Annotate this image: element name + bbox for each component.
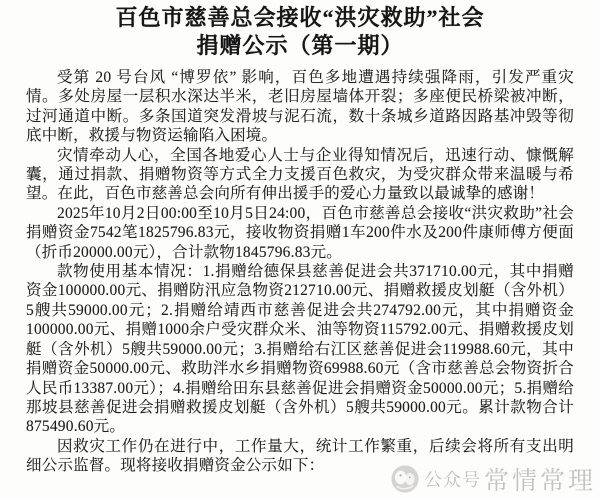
paragraph-donation-summary: 2025年10月2日00:00至10月5日24:00，百色市慈善总会接收“洪灾救助”社会捐赠资金7542笔1825796.83元，接收物资捐赠1车200件水及200件康师傅方便面（折币20000.00元），合计款物1845796.83元。 (26, 204, 574, 261)
title-line-2: 捐赠公示（第一期） (196, 33, 404, 58)
watermark-account-label: 公众号 (423, 470, 481, 490)
paragraph-closing: 因救灾工作仍在进行中，工作量大，统计工作繁重，后续会将所有支出明细公示监督。现将接收捐赠资金公示如下： (26, 437, 574, 475)
title-line-1: 百色市慈善总会接收“洪灾救助”社会 (115, 5, 485, 30)
paragraph-typhoon-impact: 受第 20 号台风 “博罗依” 影响，百色多地遭遇持续强降雨，引发严重灾情。多处房屋一层积水深达半米，老旧房屋墙体开裂；多座便民桥梁被冲断，过河通道中断。多条国道突发滑坡与泥石流，数十条城乡道路因路基冲毁等彻底中断，救援与物资运输陷入困境。 (26, 69, 574, 145)
document-body (26, 68, 574, 476)
paragraph-gratitude: 灾情牵动人心，全国各地爱心人士与企业得知情况后，迅速行动、慷慨解囊，通过捐款、捐赠物资等方式全力支援百色救灾，为受灾群众带来温暖与希望。在此，百色市慈善总会向所有伸出援手的爱心力量致以最诚挚的感谢！ (26, 146, 574, 203)
watermark-account-name: 常情常理 (483, 468, 596, 495)
document-title (26, 4, 574, 60)
paragraph-fund-usage: 款物使用基本情况：1.捐赠给德保县慈善促进会共371710.00元，其中捐赠资金100000.00元、捐赠防汛应急物资212710.00元、捐赠救援皮划艇（含外机）5艘共59000.00元；2.捐赠给靖西市慈善促进会共274792.00元，其中捐赠资金100000.00元、捐赠1000余户受灾群众米、油等物资115792.00元、捐赠救援皮划艇（含外机）5艘共59000.00元；3.捐赠给右江区慈善促进会119988.60元，其中捐赠资金50000.00元、救助泮水乡捐赠物资69988.60元（含市慈善总会物资折合人民币13387.00元）；4.捐赠给田东县慈善促进会捐赠资金50000.00元；5.捐赠给那坡县慈善促进会捐赠救援皮划艇（含外机）5艘共59000.00元。累计款物合计875490.60元。 (26, 263, 574, 436)
